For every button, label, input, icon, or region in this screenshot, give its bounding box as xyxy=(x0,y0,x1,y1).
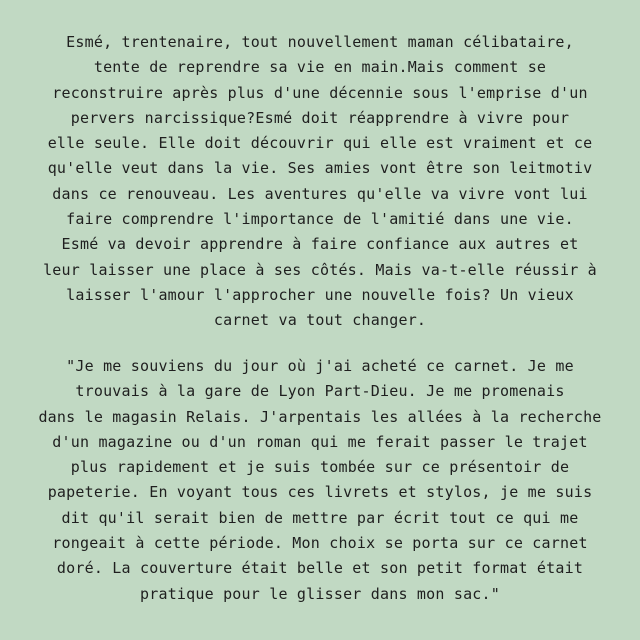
text-line: pratique pour le glisser dans mon sac." xyxy=(140,584,500,603)
text-line: dans ce renouveau. Les aventures qu'elle va vivre vont lui xyxy=(52,184,588,203)
text-line: doré. La couverture était belle et son petit format était xyxy=(56,559,584,578)
text-line: trouvais à la gare de Lyon Part-Dieu. Je me promenais xyxy=(75,382,565,401)
text-line: d'un magazine ou d'un roman qui me ferait passer le trajet xyxy=(52,432,588,451)
synopsis-paragraph xyxy=(0,30,640,334)
text-line: "Je me souviens du jour où j'ai acheté ce carnet. Je me xyxy=(66,357,574,375)
text-line: leur laisser une place à ses côtés. Mais va-t-elle réussir à xyxy=(43,260,597,279)
excerpt-quote-paragraph xyxy=(0,354,640,607)
text-line: dans le magasin Relais. J'arpentais les allées à la recherche xyxy=(38,407,602,426)
text-line: carnet va tout changer. xyxy=(213,311,427,330)
text-line: plus rapidement et je suis tombée sur ce présentoir de xyxy=(70,458,570,477)
text-line: Esmé va devoir apprendre à faire confiance aux autres et xyxy=(61,235,579,254)
text-line: tente de reprendre sa vie en main.Mais comment se xyxy=(93,58,547,77)
text-line: papeterie. En voyant tous ces livrets et stylos, je me suis xyxy=(47,483,593,502)
text-line: qu'elle veut dans la vie. Ses amies vont être son leitmotiv xyxy=(47,159,593,178)
text-line: rongeait à cette période. Mon choix se porta sur ce carnet xyxy=(52,534,588,553)
text-line: Esmé, trentenaire, tout nouvellement maman célibataire, xyxy=(66,33,574,51)
text-line: dit qu'il serait bien de mettre par écrit tout ce qui me xyxy=(61,508,579,527)
text-line: pervers narcissique?Esmé doit réapprendre à vivre pour xyxy=(70,108,570,127)
text-line: laisser l'amour l'approcher une nouvelle fois? Un vieux xyxy=(66,285,574,304)
text-line: faire comprendre l'importance de l'amitié dans une vie. xyxy=(66,210,574,229)
text-line: reconstruire après plus d'une décennie sous l'emprise d'un xyxy=(52,83,588,102)
text-line: elle seule. Elle doit découvrir qui elle est vraiment et ce xyxy=(47,134,593,153)
